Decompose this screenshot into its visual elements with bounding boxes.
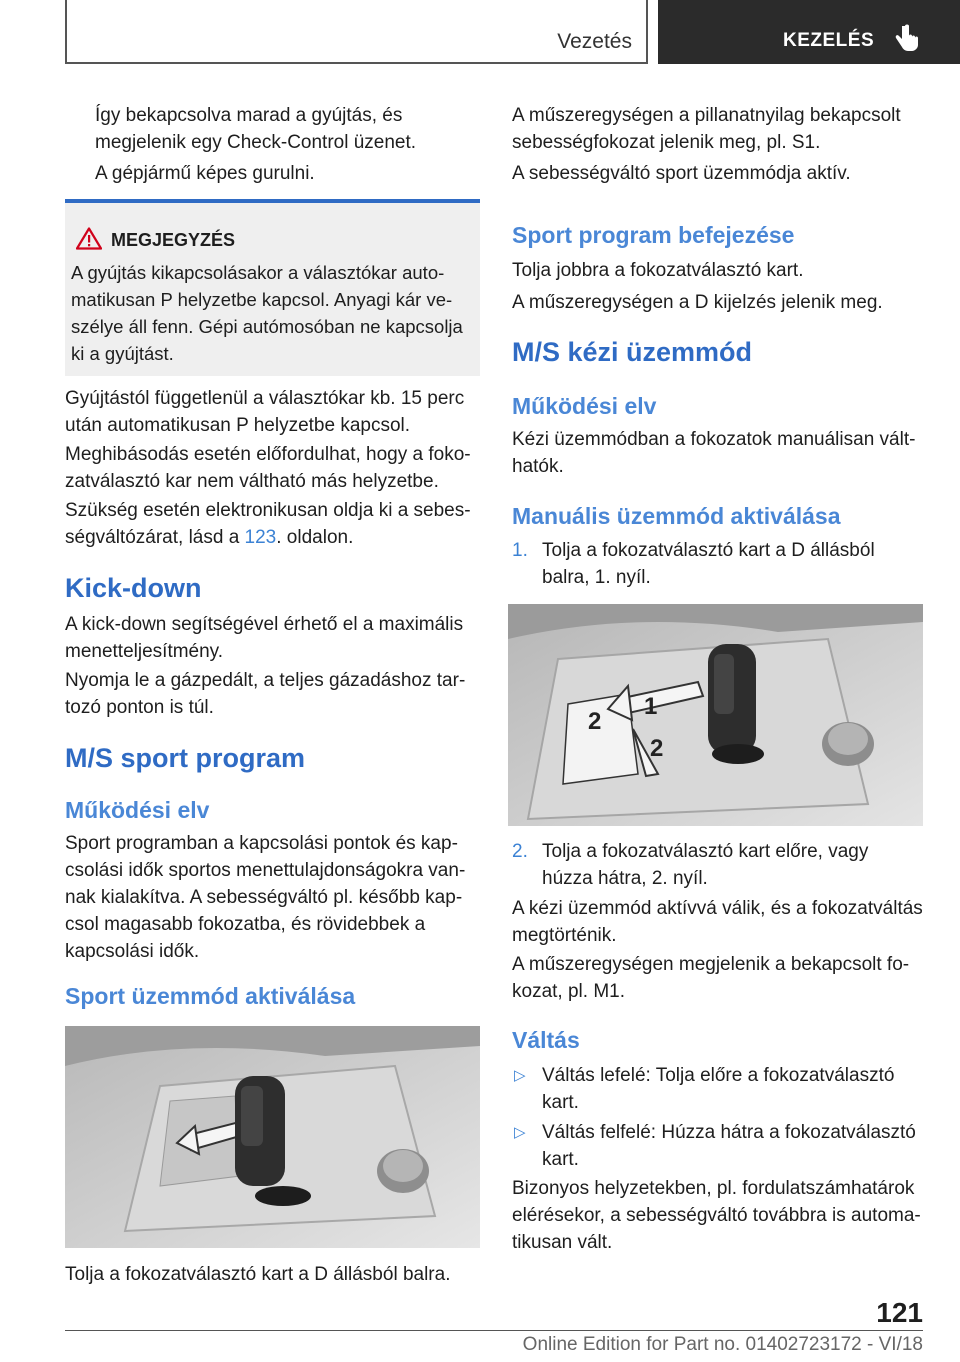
paragraph: A kézi üzemmód aktívvá válik, és a fokozatváltás megtörténik. (512, 898, 923, 946)
paragraph: A műszeregységen a pillanatnyilag bekapcsolt sebességfokozat jelenik meg, pl. S1. (512, 105, 901, 153)
paragraph: Bizonyos helyzetekben, pl. fordulatszámhatárok elérésekor, a sebességváltó továbbra is automatikusan vált. (512, 1178, 921, 1253)
paragraph: Sport programban a kapcsolási pontok és kapcsolási idők sportos menettulajdonságokra vannak kialakítva. A sebességváltó pl. később kapcsol magasabb fokozatba, és rövidebbek a kapcsolási idők. (65, 833, 466, 962)
footer-divider (65, 1330, 923, 1331)
gear-selector-figure (65, 1026, 480, 1248)
paragraph-with-link (65, 497, 480, 551)
header-section-title: Vezetés (557, 30, 632, 53)
paragraph: A műszeregységen megjelenik a bekapcsolt fokozat, pl. M1. (512, 954, 910, 1002)
subheading-valtas: Váltás (512, 1027, 580, 1053)
triangle-bullet-icon: ▷ (514, 1124, 526, 1141)
arrow-label-2: 2 (588, 708, 602, 735)
gear-selector-illustration (65, 1026, 480, 1248)
arrow-label-1: 1 (644, 693, 658, 720)
note-box (65, 199, 480, 376)
hand-pointer-icon (894, 24, 920, 54)
note-text: A gyújtás kikapcsolásakor a választókar automatikusan P helyzetbe kapcsol. Anyagi kár veszélye áll fenn. Gépi autómosóban ne kapcsolja ki a gyújtást. (71, 262, 463, 364)
paragraph: Így bekapcsolva marad a gyújtás, és megjelenik egy Check-Control üzenet. (95, 105, 417, 153)
step-number: 1. (512, 540, 528, 561)
header-section-box (65, 0, 648, 64)
note-title: MEGJEGYZÉS (111, 230, 236, 250)
page-link[interactable]: 123 (244, 527, 277, 548)
header-chapter-title: KEZELÉS (783, 30, 875, 51)
paragraph: A sebességváltó sport üzemmódja aktív. (512, 163, 851, 184)
subheading-manualis: Manuális üzemmód aktiválása (512, 503, 841, 529)
page-number: 121 (876, 1297, 923, 1328)
step-text: Tolja a fokozatválasztó kart előre, vagy húzza hátra, 2. nyíl. (542, 841, 869, 889)
paragraph: A kick-down segítségével érhető el a maximális menetteljesítmény. (65, 614, 464, 662)
list-item: Váltás lefelé: Tolja előre a fokozatválasztó kart. (542, 1065, 895, 1113)
subheading-mukodesi: Működési elv (65, 797, 210, 823)
manual-mode-figure (508, 604, 923, 826)
paragraph: Kézi üzemmódban a fokozatok manuálisan válthatók. (512, 429, 916, 477)
paragraph: Meghibásodás esetén előfordulhat, hogy a fokozatválasztó kar nem váltható más helyzetbe. (65, 444, 471, 492)
triangle-bullet-icon: ▷ (514, 1067, 526, 1084)
paragraph: A gépjármű képes gurulni. (95, 163, 315, 184)
paragraph: Gyújtástól függetlenül a választókar kb. 15 perc után automatikusan P helyzetbe kapcsol. (65, 388, 465, 436)
heading-ms-sport: M/S sport program (65, 743, 306, 773)
paragraph: Tolja jobbra a fokozatválasztó kart. (512, 260, 804, 281)
arrow-label-2: 2 (650, 735, 664, 762)
list-item: Váltás felfelé: Húzza hátra a fokozatválasztó kart. (542, 1122, 916, 1170)
step-text: Tolja a fokozatválasztó kart a D állásból balra, 1. nyíl. (542, 540, 875, 588)
paragraph-text: Szükség esetén elektronikusan oldja ki a sebességváltózárat, lásd a (65, 500, 471, 548)
subheading-mukodesi: Működési elv (512, 393, 657, 419)
step-number: 2. (512, 841, 528, 862)
manual-mode-illustration (508, 604, 923, 826)
paragraph: Nyomja le a gázpedált, a teljes gázadáshoz tartozó ponton is túl. (65, 670, 466, 718)
subheading-sport-aktivalas: Sport üzemmód aktiválása (65, 983, 356, 1009)
paragraph: A műszeregységen a D kijelzés jelenik meg. (512, 292, 883, 313)
figure-caption: Tolja a fokozatválasztó kart a D állásból balra. (65, 1264, 451, 1285)
footer-edition: Online Edition for Part no. 01402723172 - VI/18 (522, 1334, 923, 1355)
paragraph-text: . oldalon. (276, 527, 354, 548)
header-chapter-box (658, 0, 960, 64)
subheading-befejezes: Sport program befejezése (512, 222, 795, 248)
warning-triangle-icon (76, 227, 102, 250)
heading-ms-kezi: M/S kézi üzemmód (512, 337, 753, 367)
heading-kickdown: Kick-down (65, 573, 202, 603)
